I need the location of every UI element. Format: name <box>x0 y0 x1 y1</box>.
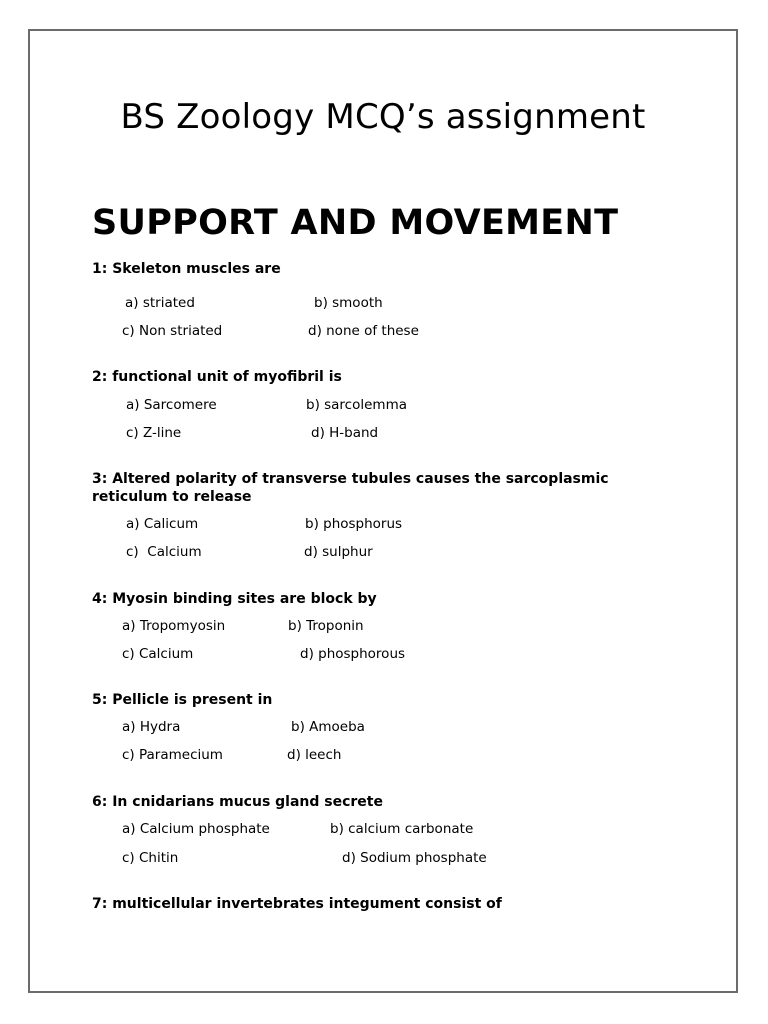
question-4: 4: Myosin binding sites are block by <box>92 591 377 607</box>
question-7: 7: multicellular invertebrates integument consist of <box>92 896 502 912</box>
option-2d: d) H-band <box>311 425 379 441</box>
option-3a: a) Calicum <box>126 516 199 532</box>
question-3: 3: Altered polarity of transverse tubules causes the sarcoplasmic reticulum to release <box>92 471 609 505</box>
option-3b: b) phosphorus <box>305 516 403 532</box>
option-6b: b) calcium carbonate <box>330 821 474 837</box>
option-4b: b) Troponin <box>288 618 364 634</box>
option-5c: c) Paramecium <box>122 747 223 763</box>
option-5d: d) leech <box>287 747 342 763</box>
option-1a: a) striated <box>125 295 195 311</box>
option-2c: c) Z-line <box>126 425 182 441</box>
option-3c: c) Calcium <box>126 544 202 560</box>
option-5a: a) Hydra <box>122 719 181 735</box>
option-1b: b) smooth <box>314 295 383 311</box>
option-2a: a) Sarcomere <box>126 397 217 413</box>
option-1d: d) none of these <box>308 323 419 339</box>
document-title: BS Zoology MCQ’s assignment <box>120 97 646 137</box>
option-6d: d) Sodium phosphate <box>342 850 487 866</box>
option-1c: c) Non striated <box>122 323 223 339</box>
option-5b: b) Amoeba <box>291 719 365 735</box>
option-4d: d) phosphorous <box>300 646 406 662</box>
document-page <box>28 29 738 993</box>
question-6: 6: In cnidarians mucus gland secrete <box>92 794 383 810</box>
option-6a: a) Calcium phosphate <box>122 821 270 837</box>
option-4a: a) Tropomyosin <box>122 618 226 634</box>
question-5: 5: Pellicle is present in <box>92 692 273 708</box>
question-2: 2: functional unit of myofibril is <box>92 369 342 385</box>
option-3d: d) sulphur <box>304 544 373 560</box>
option-2b: b) sarcolemma <box>306 397 407 413</box>
question-1: 1: Skeleton muscles are <box>92 261 281 277</box>
option-4c: c) Calcium <box>122 646 194 662</box>
section-heading: SUPPORT AND MOVEMENT <box>92 203 619 243</box>
option-6c: c) Chitin <box>122 850 179 866</box>
